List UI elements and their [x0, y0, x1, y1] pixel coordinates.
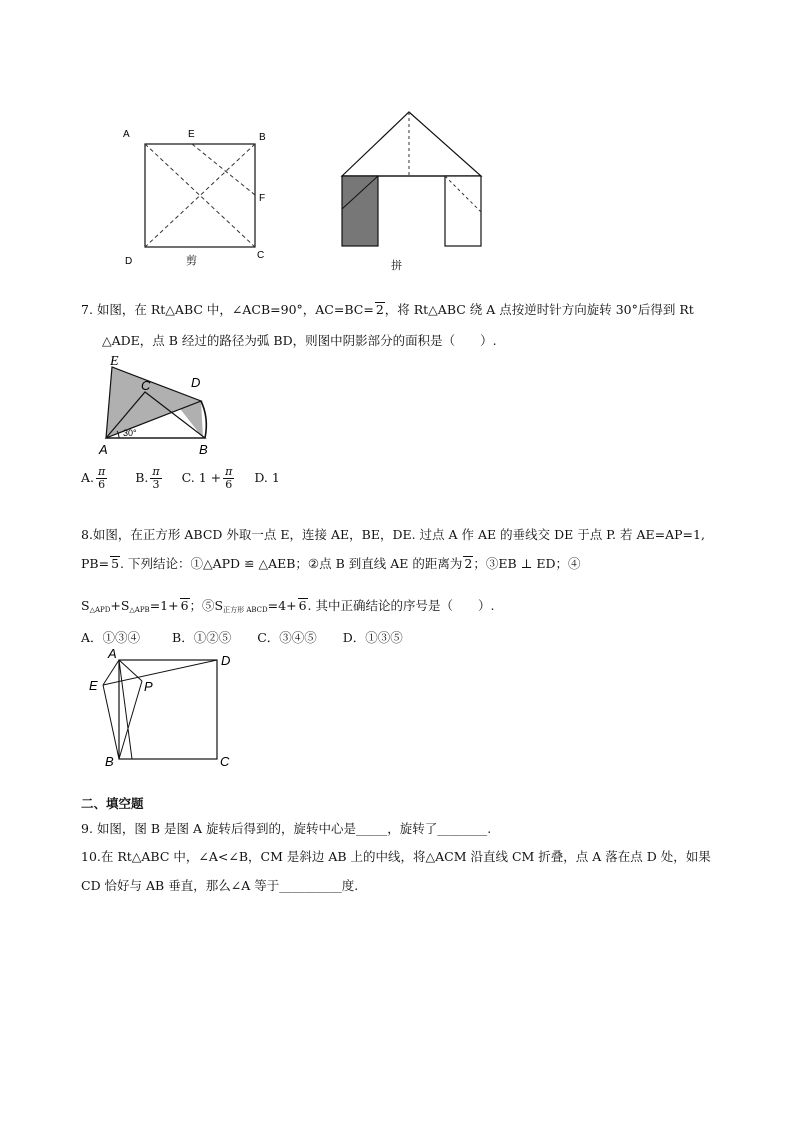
label-C: C — [257, 250, 265, 261]
label-C: C — [141, 378, 151, 393]
roof-triangle — [342, 112, 481, 176]
seg-ap — [119, 660, 142, 681]
frac-pi-6: $\frac{\pi}{6}$ — [98, 465, 106, 491]
label-F: F — [259, 193, 266, 204]
label-A: A — [99, 442, 108, 457]
right-leg — [445, 176, 481, 246]
frac-pi-3: $\frac{\pi}{3}$ — [152, 465, 160, 491]
q8-line2: PB= 5. 下列结论：①△APD ≌ △AEB；②点 B 到直线 AE 的距离为 2；③EB ⊥ ED；④ — [81, 556, 581, 571]
q8-line1: 8.如图，在正方形 ABCD 外取一点 E，连接 AE，BE，DE. 过点 A 作 AE 的垂线交 DE 于点 P. 若 AE=AP=1, — [81, 527, 705, 542]
dashed-line-ef — [192, 144, 255, 195]
label-C: C — [220, 754, 230, 769]
seg-a-inner — [119, 660, 132, 759]
label-E: E — [188, 129, 195, 140]
shaded-left-leg — [342, 176, 378, 246]
label-B: B — [105, 754, 114, 769]
caption-assemble: 拼 — [391, 259, 402, 272]
q8-options: A．①③④ B．①②⑤ C．③④⑤ D．①③⑤ — [81, 630, 403, 645]
q7-figure — [95, 354, 225, 460]
q10-line1: 10.在 Rt△ABC 中，∠A<∠B，CM 是斜边 AB 上的中线，将△ACM 沿直线 CM 折叠，点 A 落在点 D 处，如果 — [81, 849, 711, 864]
q7-line2: △ADE，点 B 经过的路径为弧 BD，则图中阴影部分的面积是（ ）. — [102, 333, 497, 348]
label-B: B — [199, 442, 208, 457]
label-D: D — [125, 256, 133, 267]
q8-figure — [86, 648, 246, 773]
q8-line3: $S_{\triangle APD}+S_{\triangle APB}=1+ 6$；$⑤S_{正方形 ABCD}=4+ 6$. 其中正确结论的序号是（ ）. — [81, 598, 495, 614]
q10-line2: CD 恰好与 AB 垂直，那么∠A 等于__________度. — [81, 878, 359, 893]
angle-30: 30° — [123, 428, 137, 438]
seg-eb — [103, 685, 119, 759]
label-A: A — [108, 646, 117, 661]
cut-square-figure — [118, 128, 278, 268]
sqrt-2: 2 — [375, 302, 384, 317]
caption-cut: 剪 — [186, 254, 197, 267]
label-E: E — [89, 678, 98, 693]
section-title: 二、填空题 — [81, 796, 144, 811]
label-D: D — [191, 375, 201, 390]
seg-ae — [103, 660, 119, 685]
assembled-figure — [338, 108, 488, 253]
seg-ed — [103, 660, 217, 685]
label-A: A — [123, 129, 130, 140]
label-B: B — [259, 132, 266, 143]
label-D: D — [221, 653, 231, 668]
label-P: P — [144, 679, 153, 694]
label-E: E — [110, 354, 119, 369]
frac-pi-6-c: $\frac{\pi}{6}$ — [225, 465, 233, 491]
q7-line1: 7. 如图，在 Rt△ABC 中，∠ACB=90°，AC=BC= 2，将 Rt△ABC 绕 A 点按逆时针方向旋转 30°后得到 Rt — [81, 302, 694, 317]
q9: 9. 如图，图 B 是图 A 旋转后得到的，旋转中心是_____，旋转了________. — [81, 821, 492, 836]
q7-options: A. $\frac{\pi}{6}$ B. $\frac{\pi}{3}$ C. 1 + $\frac{\pi}{6}$ D. 1 — [81, 465, 280, 491]
